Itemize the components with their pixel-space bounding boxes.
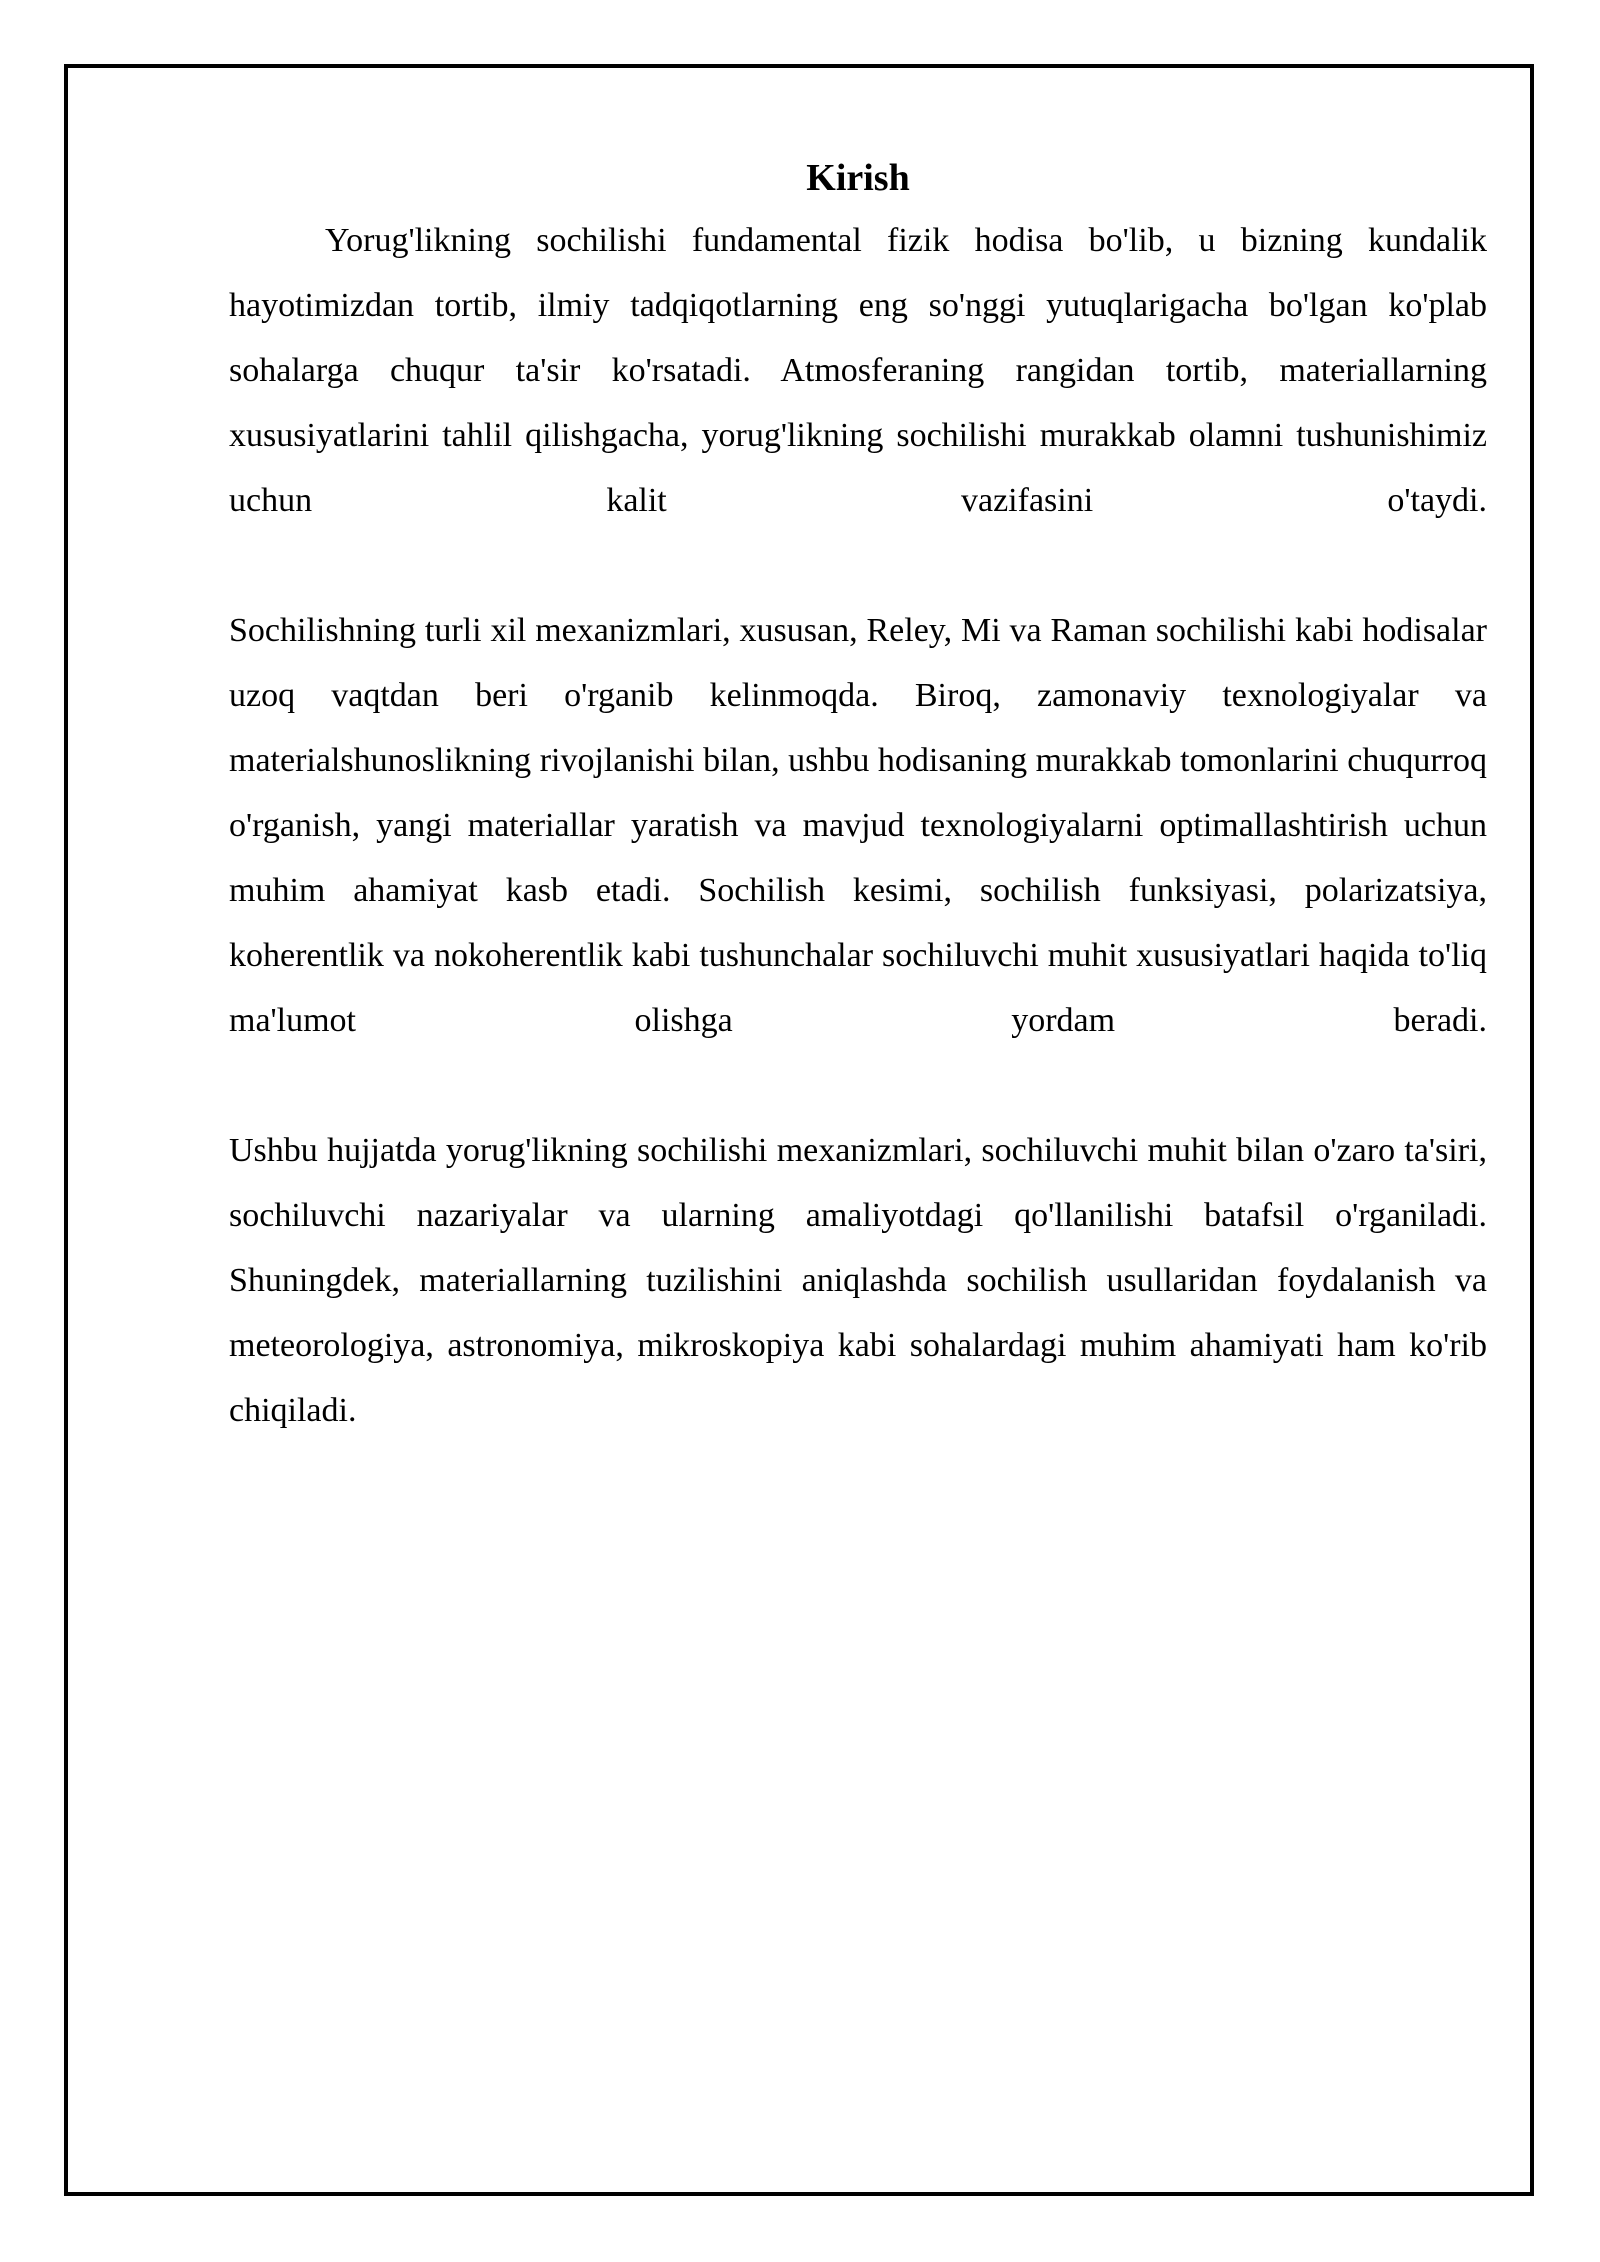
paragraph-gap	[229, 1053, 1487, 1118]
page-title: Kirish	[806, 157, 910, 199]
paragraph-mechanisms: Sochilishning turli xil mexanizmlari, xususan, Reley, Mi va Raman sochilishi kabi hodisalar uzoq vaqtdan beri o'rganib kelinmoqda. Biroq, zamonaviy texnologiyalar va materialshunoslikning rivojlanishi bilan, ushbu hodisaning murakkab tomonlarini chuqurroq o'rganish, yangi materiallar yaratish va mavjud texnologiyalarni optimallashtirish uchun muhim ahamiyat kasb etadi. Sochilish kesimi, sochilish funksiyasi, polarizatsiya, koherentlik va nokoherentlik kabi tushunchalar sochiluvchi muhit xususiyatlari haqida to'liq ma'lumot olishga yordam beradi.	[229, 612, 1487, 1039]
paragraph-scope: Ushbu hujjatda yorug'likning sochilishi mexanizmlari, sochiluvchi muhit bilan o'zaro ta'siri, sochiluvchi nazariyalar va ularning amaliyotdagi qo'llanilishi batafsil o'rganiladi. Shuningdek, materiallarning tuzilishini aniqlashda sochilish usullaridan foydalanish va meteorologiya, astronomiya, mikroskopiya kabi sohalardagi muhim ahamiyati ham ko'rib chiqiladi.	[229, 1132, 1487, 1429]
document-body	[229, 148, 1487, 1443]
paragraph-gap	[229, 533, 1487, 598]
paragraph-intro: Yorug'likning sochilishi fundamental fizik hodisa bo'lib, u bizning kundalik hayotimizdan tortib, ilmiy tadqiqotlarning eng so'nggi yutuqlarigacha bo'lgan ko'plab sohalarga chuqur ta'sir ko'rsatadi. Atmosferaning rangidan tortib, materiallarning xususiyatlarini tahlil qilishgacha, yorug'likning sochilishi murakkab olamni tushunishimiz uchun kalit vazifasini o'taydi.	[229, 222, 1487, 519]
